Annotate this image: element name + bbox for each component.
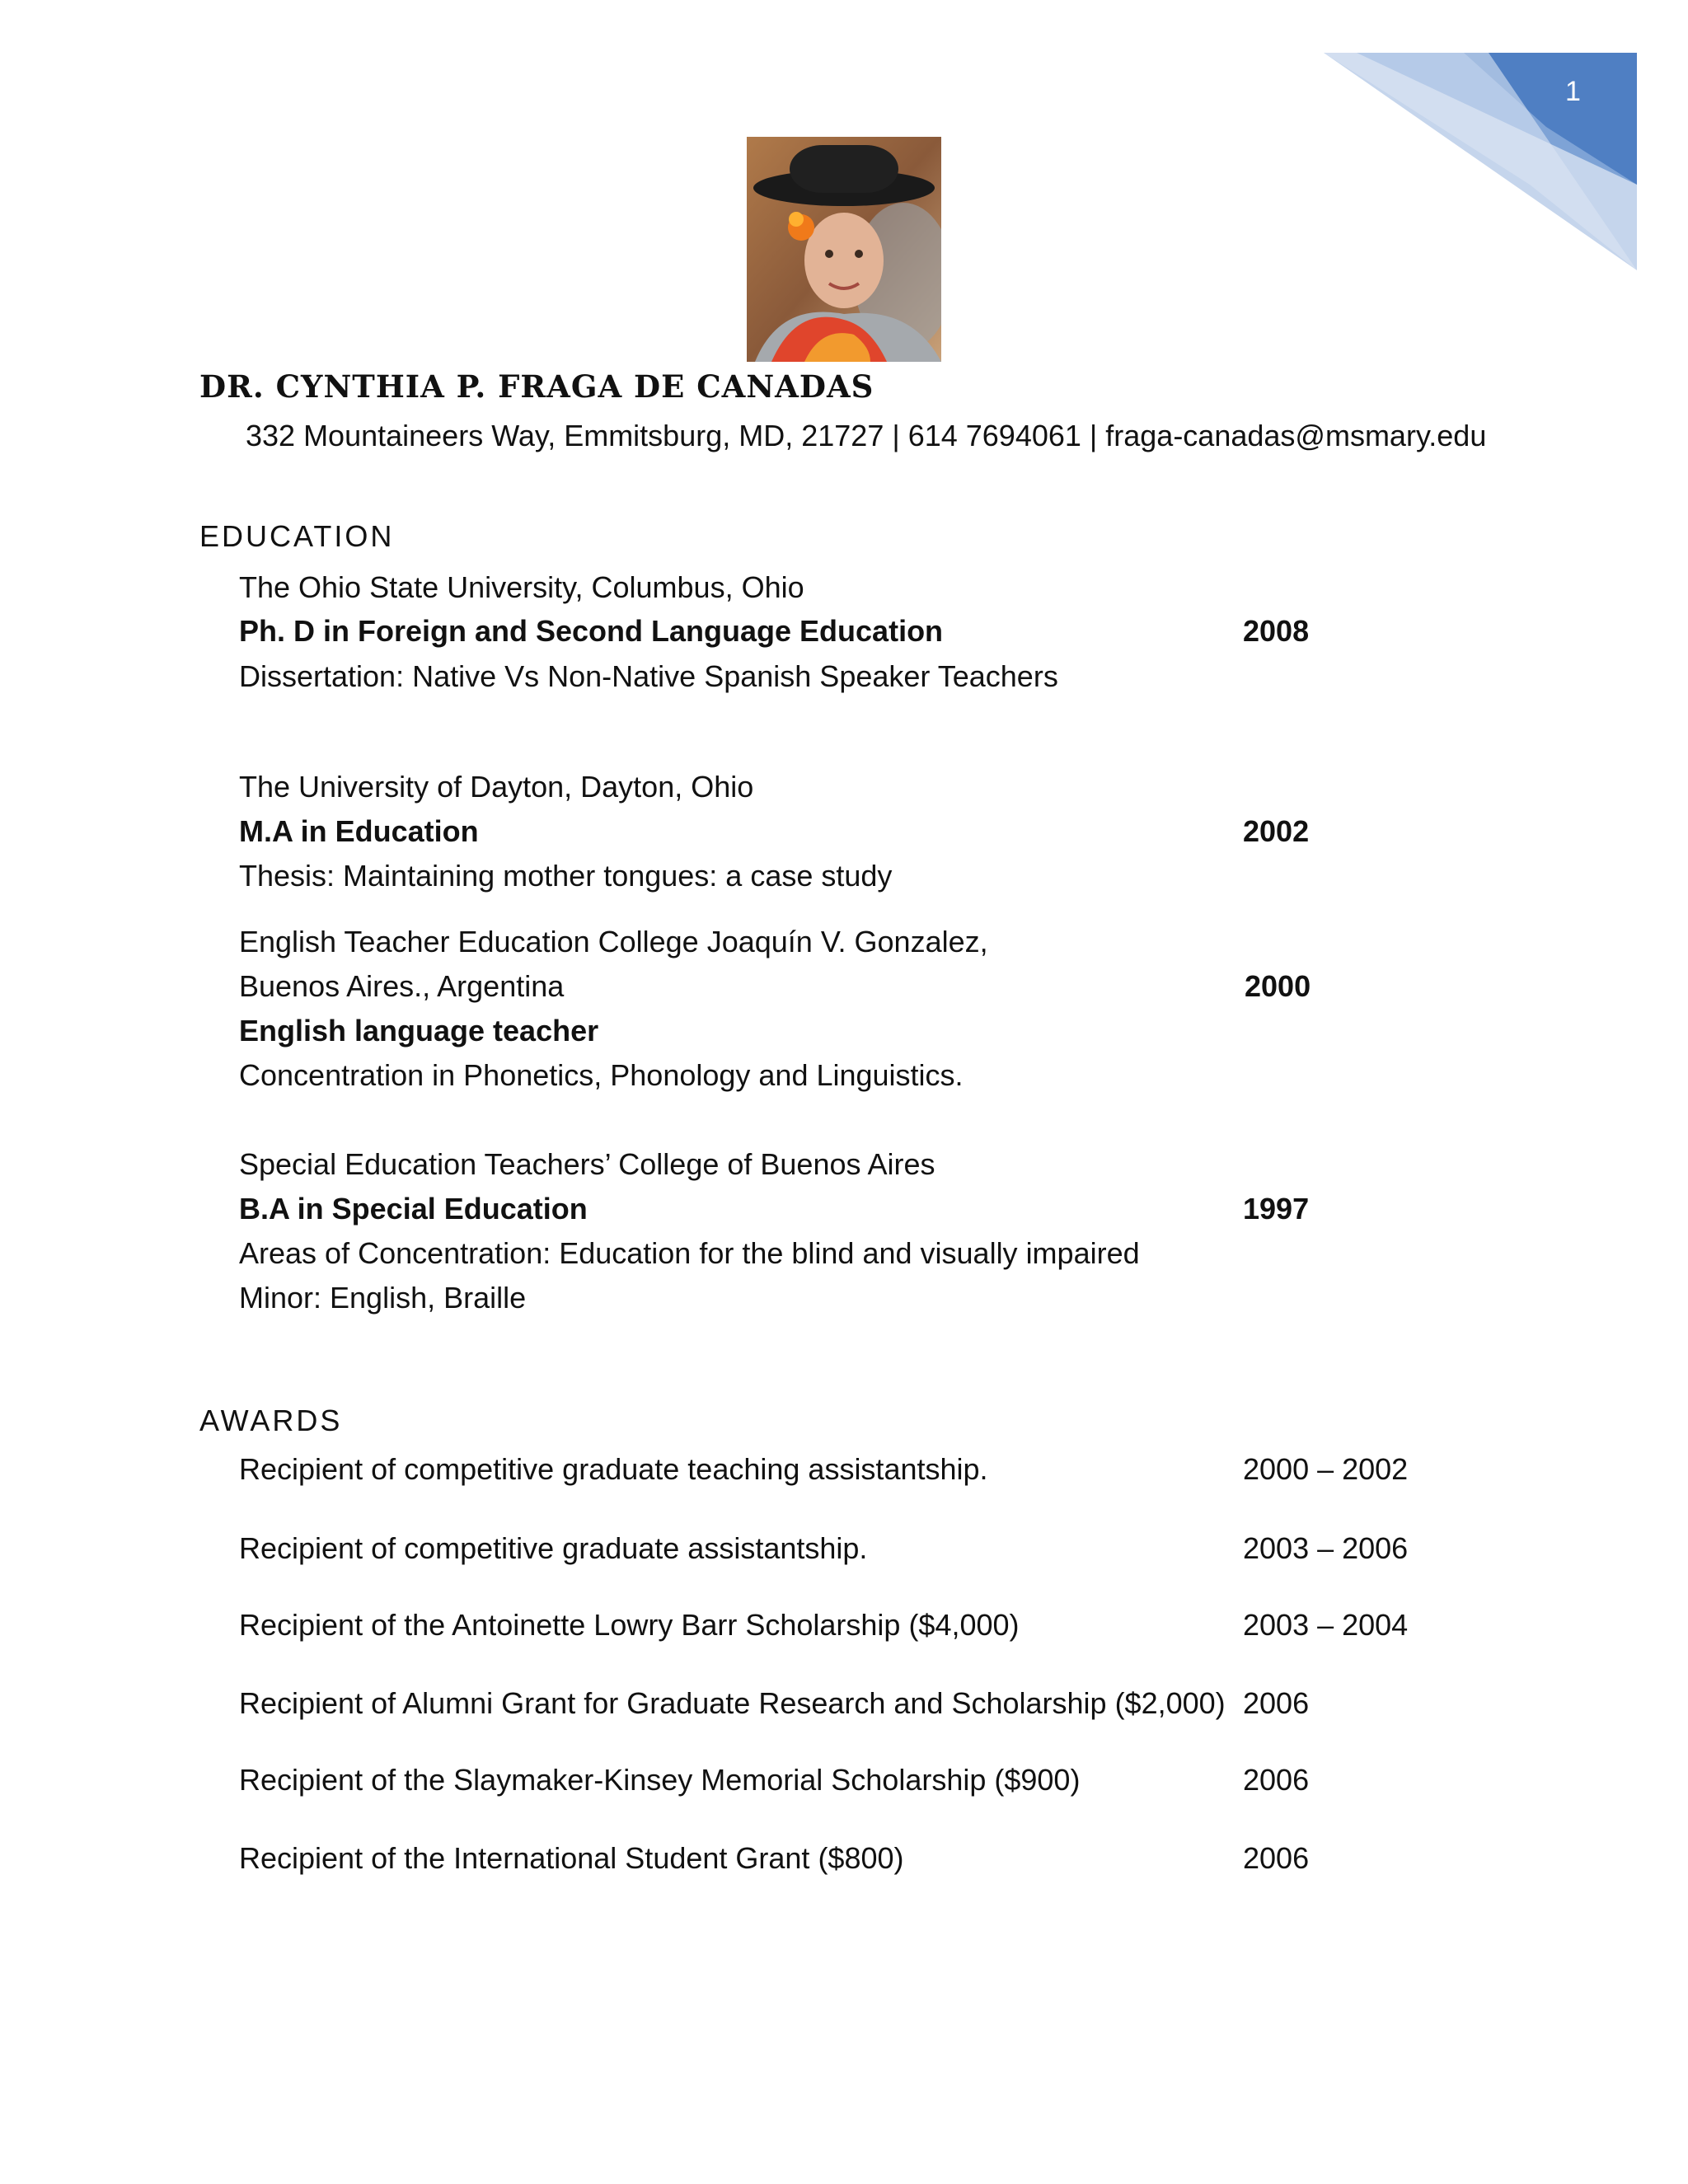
education-institution: The University of Dayton, Dayton, Ohio — [239, 770, 754, 804]
award-text: Recipient of the Antoinette Lowry Barr Scholarship ($4,000) — [239, 1608, 1020, 1642]
award-text: Recipient of the International Student Grant ($800) — [239, 1841, 904, 1875]
education-degree: M.A in Education — [239, 814, 479, 848]
education-minor: Minor: English, Braille — [239, 1281, 527, 1315]
award-text: Recipient of competitive graduate teaching assistantship. — [239, 1452, 988, 1486]
award-year: 2006 — [1243, 1686, 1310, 1720]
award-text: Recipient of competitive graduate assistantship. — [239, 1531, 868, 1565]
education-year: 1997 — [1243, 1192, 1310, 1226]
profile-photo — [747, 137, 941, 362]
page-corner-decoration — [1324, 53, 1637, 270]
education-detail: Areas of Concentration: Education for the blind and visually impaired — [239, 1236, 1140, 1270]
award-year: 2006 — [1243, 1841, 1310, 1875]
education-detail: Concentration in Phonetics, Phonology and Linguistics. — [239, 1058, 964, 1092]
education-heading: EDUCATION — [199, 519, 395, 553]
award-text: Recipient of Alumni Grant for Graduate Research and Scholarship ($2,000) — [239, 1686, 1226, 1720]
education-degree: English language teacher — [239, 1014, 599, 1047]
award-year: 2006 — [1243, 1763, 1310, 1797]
education-year: 2002 — [1243, 814, 1310, 848]
education-location: Buenos Aires., Argentina — [239, 969, 565, 1003]
award-text: Recipient of the Slaymaker-Kinsey Memorial Scholarship ($900) — [239, 1763, 1081, 1797]
education-year: 2008 — [1243, 614, 1310, 648]
education-institution: Special Education Teachers’ College of Buenos Aires — [239, 1147, 935, 1181]
page-number: 1 — [1565, 76, 1581, 107]
education-institution: English Teacher Education College Joaquín V. Gonzalez, — [239, 925, 988, 958]
candidate-name: DR. CYNTHIA P. FRAGA DE CANADAS — [199, 368, 874, 405]
education-degree: B.A in Special Education — [239, 1192, 588, 1226]
contact-line: 332 Mountaineers Way, Emmitsburg, MD, 21727 | 614 7694061 | fraga-canadas@msmary.edu — [246, 419, 1487, 452]
award-year: 2000 – 2002 — [1243, 1452, 1409, 1486]
education-detail: Dissertation: Native Vs Non-Native Spanish Speaker Teachers — [239, 659, 1058, 693]
award-year: 2003 – 2006 — [1243, 1531, 1409, 1565]
education-degree: Ph. D in Foreign and Second Language Education — [239, 614, 944, 648]
award-year: 2003 – 2004 — [1243, 1608, 1409, 1642]
awards-heading: AWARDS — [199, 1404, 343, 1437]
education-year: 2000 — [1245, 969, 1311, 1003]
education-institution: The Ohio State University, Columbus, Ohio — [239, 570, 804, 604]
education-detail: Thesis: Maintaining mother tongues: a case study — [239, 859, 893, 893]
